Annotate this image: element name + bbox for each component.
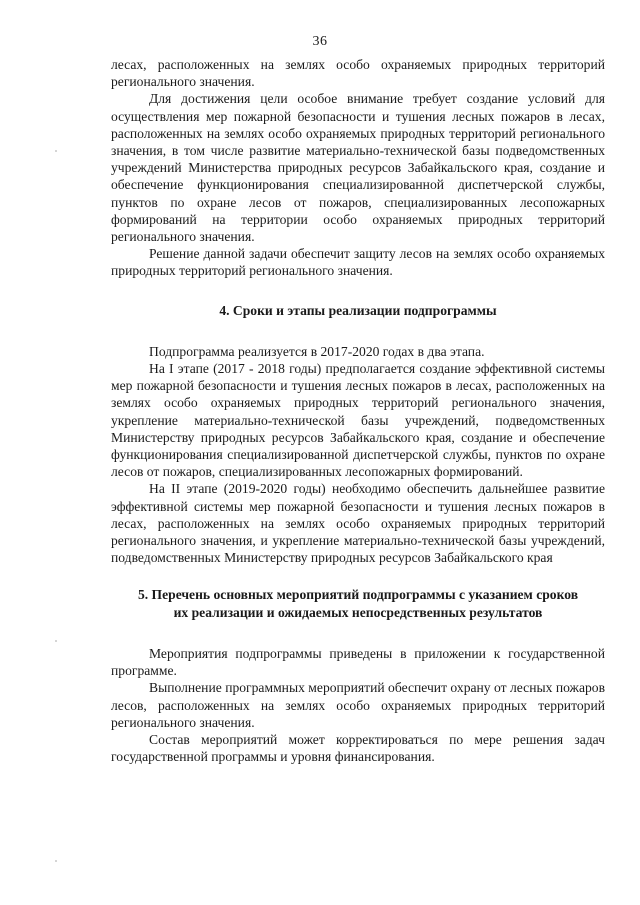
spacer — [111, 280, 605, 302]
scan-speck — [55, 150, 57, 152]
document-body — [111, 56, 605, 765]
scan-speck — [55, 860, 57, 862]
paragraph-goal-conditions: Для достижения цели особое внимание требует создание условий для осуществления мер пожарной безопасности и тушения лесных пожаров в лесах, расположенных на землях особо охраняемых природных территорий регионального значения, в том числе развитие материально-технической базы подведомственных учреждений Министерства природных ресурсов Забайкальского края, создание и обеспечение функционирования специализированной диспетчерской службы, пунктов по охране лесов от пожаров, специализированных лесопожарных формирований на территории особо охраняемых природных территорий регионального значения. — [111, 91, 605, 245]
section-4-paragraph-periods: Подпрограмма реализуется в 2017-2020 годах в два этапа. — [149, 343, 485, 359]
section-5-paragraph-appendix: Мероприятия подпрограммы приведены в приложении к государственной программе. — [111, 645, 605, 679]
section-5-paragraph-protection: Выполнение программных мероприятий обеспечит охрану от лесных пожаров лесов, расположенных на землях особо охраняемых природных территорий регионального значения. — [111, 680, 605, 730]
spacer — [111, 566, 605, 586]
paragraph-continuation: лесах, расположенных на землях особо охраняемых природных территорий регионального значения. — [111, 57, 605, 90]
section-5-heading-line-1: 5. Перечень основных мероприятий подпрограммы с указанием сроков — [137, 587, 579, 603]
section-5-paragraph-composition: Состав мероприятий может корректироваться по мере решения задач государственной программы и уровня финансирования. — [111, 731, 605, 765]
section-4-paragraph-stage-2: На II этапе (2019-2020 годы) необходимо обеспечить дальнейшее развитие эффективной системы мер пожарной безопасности и тушения лесных пожаров в лесах, расположенных на землях особо охраняемых природных территорий регионального значения, и укрепление материально-технической базы учреждений, подведомственных Министерству природных ресурсов Забайкальского края — [111, 481, 605, 566]
page-number: 36 — [312, 34, 328, 49]
scan-speck — [55, 640, 57, 642]
section-5-heading-line-2: их реализации и ожидаемых непосредственных результатов — [173, 604, 543, 620]
section-4-paragraph-stage-1: На I этапе (2017 - 2018 годы) предполагается создание эффективной системы мер пожарной безопасности и тушения лесных пожаров в лесах, расположенных на землях особо охраняемых природных территорий регионального значения, укрепление материально-технической базы учреждений, подведомственных Министерству природных ресурсов Забайкальского края, создание и обеспечение функционирования специализированной диспетчерской службы, пунктов по охране лесов от пожаров, специализированных лесопожарных формирований. — [111, 361, 605, 480]
spacer — [111, 319, 605, 343]
section-4-heading: 4. Сроки и этапы реализации подпрограммы — [219, 302, 497, 318]
spacer — [111, 621, 605, 645]
paragraph-task-solution: Решение данной задачи обеспечит защиту лесов на землях особо охраняемых природных территорий регионального значения. — [111, 246, 605, 279]
